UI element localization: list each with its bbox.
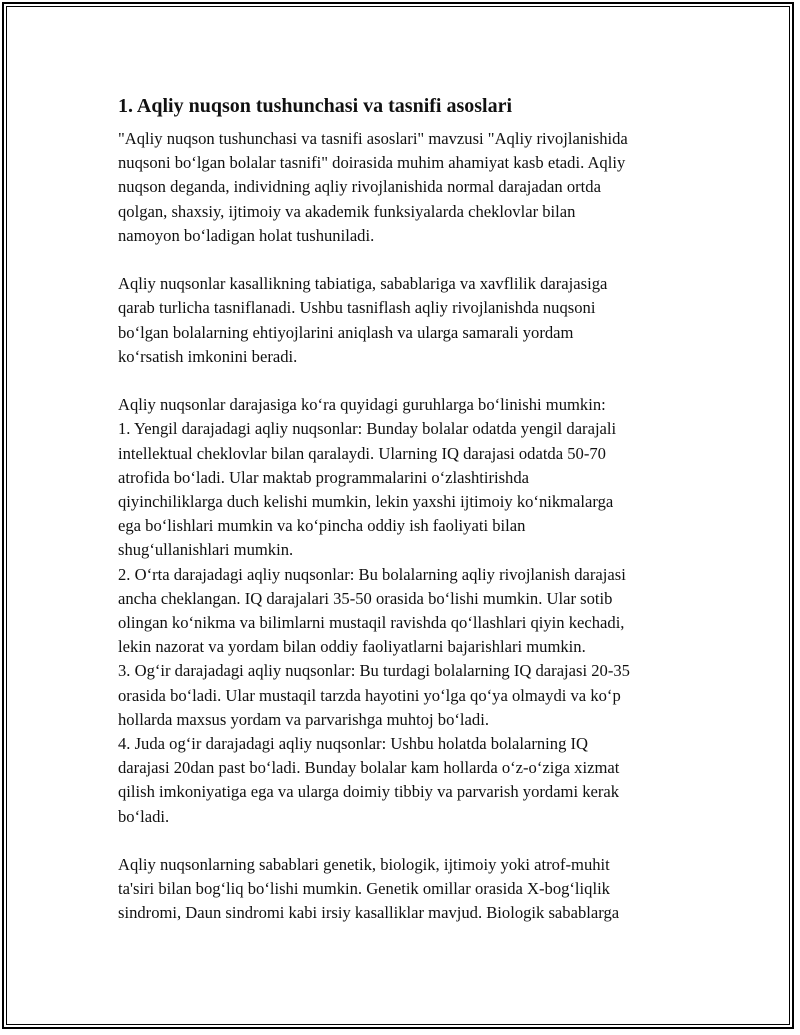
- text-line: Aqliy nuqsonlar kasallikning tabiatiga, sabablariga va xavflilik darajasiga: [118, 274, 608, 294]
- text-line: nuqson deganda, individning aqliy rivojlanishida normal darajadan ortda: [118, 177, 601, 197]
- text-line: koʻrsatish imkonini beradi.: [118, 346, 298, 366]
- text-line: boʻlgan bolalarning ehtiyojlarini aniqlash va ularga samarali yordam: [118, 322, 574, 342]
- text-line: namoyon boʻladigan holat tushuniladi.: [118, 225, 375, 245]
- text-line: orasida boʻladi. Ular mustaqil tarzda hayotini yoʻlga qoʻya olmaydi va koʻp: [118, 685, 621, 705]
- text-line: qolgan, shaxsiy, ijtimoiy va akademik funksiyalarda cheklovlar bilan: [118, 201, 576, 221]
- list-item-profound: 4. Juda ogʻir darajadagi aqliy nuqsonlar: Ushbu holatda bolalarning IQ: [118, 734, 589, 754]
- text-line: olingan koʻnikma va bilimlarni mustaqil ravishda qoʻllashlari qiyin kechadi,: [118, 613, 625, 633]
- text-line: darajasi 20dan past boʻladi. Bunday bolalar kam hollarda oʻz-oʻziga xizmat: [118, 758, 620, 778]
- list-item-mild: 1. Yengil darajadagi aqliy nuqsonlar: Bunday bolalar odatda yengil darajali: [118, 419, 617, 439]
- text-line: sindromi, Daun sindromi kabi irsiy kasalliklar mavjud. Biologik sabablarga: [118, 903, 620, 923]
- text-line: "Aqliy nuqson tushunchasi va tasnifi asoslari" mavzusi "Aqliy rivojlanishida: [118, 129, 628, 148]
- text-line: atrofida boʻladi. Ular maktab programmalarini oʻzlashtirishda: [118, 467, 530, 487]
- paragraph-severity-levels: [118, 393, 698, 829]
- text-line: boʻladi.: [118, 806, 170, 826]
- paragraph-causes: [118, 853, 698, 926]
- text-line: qiyinchiliklarga duch kelishi mumkin, lekin yaxshi ijtimoiy koʻnikmalarga: [118, 492, 614, 512]
- paragraph-classification: [118, 272, 698, 369]
- text-line: Aqliy nuqsonlarning sabablari genetik, biologik, ijtimoiy yoki atrof-muhit: [118, 855, 610, 875]
- list-item-severe: 3. Ogʻir darajadagi aqliy nuqsonlar: Bu turdagi bolalarning IQ darajasi 20-35: [118, 661, 630, 681]
- text-line: shugʻullanishlari mumkin.: [118, 540, 294, 560]
- text-line: qarab turlicha tasniflanadi. Ushbu tasniflash aqliy rivojlanishda nuqsoni: [118, 298, 596, 318]
- text-line: ancha cheklangan. IQ darajalari 35-50 orasida boʻlishi mumkin. Ular sotib: [118, 588, 613, 608]
- text-line: nuqsoni boʻlgan bolalar tasnifi" doirasida muhim ahamiyat kasb etadi. Aqliy: [118, 153, 626, 173]
- text-line: hollarda maxsus yordam va parvarishga muhtoj boʻladi.: [118, 709, 489, 729]
- list-item-moderate: 2. Oʻrta darajadagi aqliy nuqsonlar: Bu bolalarning aqliy rivojlanish darajasi: [118, 564, 626, 584]
- text-line: Aqliy nuqsonlar darajasiga koʻra quyidagi guruhlarga boʻlinishi mumkin:: [118, 395, 606, 415]
- text-line: qilish imkoniyatiga ega va ularga doimiy tibbiy va parvarish yordami kerak: [118, 782, 620, 802]
- document-body: [118, 93, 698, 950]
- section-heading: 1. Aqliy nuqson tushunchasi va tasnifi asoslari: [118, 95, 513, 117]
- text-line: intellektual cheklovlar bilan qaralaydi. Ularning IQ darajasi odatda 50-70: [118, 443, 606, 463]
- text-line: lekin nazorat va yordam bilan oddiy faoliyatlarni bajarishlari mumkin.: [118, 637, 586, 657]
- paragraph-definition: [118, 127, 698, 248]
- text-line: ta'siri bilan bogʻliq boʻlishi mumkin. Genetik omillar orasida X-bogʻliqlik: [118, 879, 610, 899]
- text-line: ega boʻlishlari mumkin va koʻpincha oddiy ish faoliyati bilan: [118, 516, 526, 536]
